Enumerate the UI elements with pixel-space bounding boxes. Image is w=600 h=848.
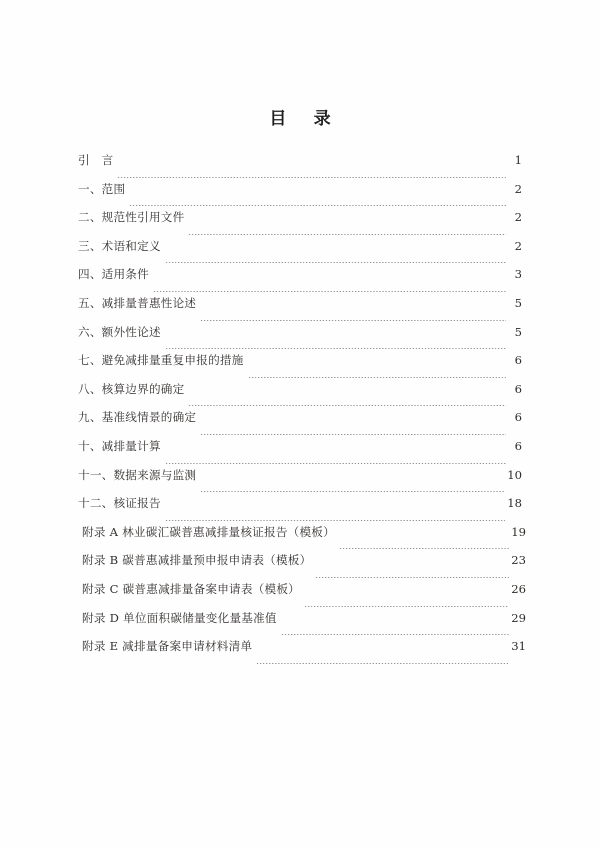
toc-dot-leader: [129, 205, 506, 206]
toc-dot-leader: [200, 434, 506, 435]
toc-dot-leader: [165, 463, 506, 464]
toc-entry-page-number: 23: [511, 553, 526, 568]
toc-entry-page-number: 2: [514, 181, 522, 196]
toc-entry-label: 三、术语和定义: [78, 238, 161, 253]
toc-dot-leader: [339, 548, 509, 549]
toc-entry-page-number: 3: [514, 267, 522, 282]
toc-dot-leader: [304, 606, 509, 607]
toc-dot-leader: [165, 348, 506, 349]
toc-entry-label: 引 言: [78, 153, 114, 167]
toc-entry[interactable]: [78, 467, 522, 496]
toc-dot-leader: [165, 520, 505, 521]
toc-dot-leader: [165, 262, 506, 263]
toc-dot-leader: [153, 291, 506, 292]
toc-entry[interactable]: [78, 238, 522, 267]
toc-entry-page-number: 31: [511, 639, 526, 654]
toc-entry-label: 附录 C 碳普惠减排量备案申请表（模板）: [82, 581, 300, 596]
toc-dot-leader: [315, 577, 509, 578]
toc-entry-label: 附录 B 碳普惠减排量预申报申请表（模板）: [82, 553, 312, 568]
toc-entry[interactable]: [78, 324, 522, 353]
toc-entry[interactable]: [78, 352, 522, 381]
toc-entry-page-number: 19: [511, 524, 526, 539]
toc-entry-page-number: 10: [507, 467, 522, 482]
toc-dot-leader: [200, 320, 506, 321]
toc-dot-leader: [188, 234, 506, 235]
toc-entry-page-number: 18: [507, 496, 522, 511]
toc-entry-page-number: 5: [514, 324, 522, 339]
toc-entry-page-number: 26: [511, 581, 526, 596]
toc-entry[interactable]: [78, 552, 526, 581]
toc-entry-label: 八、核算边界的确定: [78, 381, 185, 396]
page-title: 目 录: [269, 109, 336, 129]
toc-entry[interactable]: [78, 381, 522, 410]
toc-entry[interactable]: [78, 266, 522, 295]
toc-entry[interactable]: [78, 581, 526, 610]
toc-dot-leader: [188, 405, 506, 406]
toc-entry-page-number: 5: [514, 295, 522, 310]
toc-entry-label: 十、减排量计算: [78, 438, 161, 453]
toc-entry-label: 十一、数据来源与监测: [78, 467, 197, 482]
toc-dot-leader: [200, 491, 505, 492]
toc-entry[interactable]: [78, 409, 522, 438]
toc-entry-page-number: 6: [514, 438, 522, 453]
toc-entry-page-number: 2: [514, 210, 522, 225]
toc-dot-leader: [117, 177, 506, 178]
toc-entry-label: 四、适用条件: [78, 267, 149, 282]
toc-entry[interactable]: [78, 610, 526, 639]
toc-entry[interactable]: [78, 181, 522, 210]
toc-entry[interactable]: [78, 295, 522, 324]
toc-dot-leader: [281, 634, 509, 635]
toc-entry-page-number: 6: [514, 353, 522, 368]
toc-entry-label: 二、规范性引用文件: [78, 210, 185, 225]
toc-entry-label: 附录 A 林业碳汇碳普惠减排量核证报告（模板）: [82, 524, 335, 539]
toc-entry-label: 附录 D 单位面积碳储量变化量基准值: [82, 610, 277, 625]
toc-dot-leader: [248, 377, 506, 378]
toc-dot-leader: [256, 663, 509, 664]
toc-entry-page-number: 6: [514, 410, 522, 425]
toc-entry-label: 附录 E 减排量备案申请材料清单: [82, 639, 253, 654]
toc-entry[interactable]: [78, 524, 526, 553]
toc-entry-label: 十二、核证报告: [78, 496, 161, 511]
table-of-contents-list: [78, 152, 526, 667]
toc-entry-label: 九、基准线情景的确定: [78, 410, 197, 425]
toc-entry-label: 六、额外性论述: [78, 324, 161, 339]
toc-entry[interactable]: [78, 209, 522, 238]
toc-entry[interactable]: [78, 638, 526, 667]
toc-entry-label: 一、范围: [78, 181, 126, 196]
toc-entry-page-number: 1: [514, 153, 522, 167]
toc-entry-page-number: 6: [514, 381, 522, 396]
toc-entry[interactable]: [78, 438, 522, 467]
toc-entry-label: 五、减排量普惠性论述: [78, 295, 197, 310]
toc-entry-label: 七、避免减排量重复申报的措施: [78, 353, 244, 368]
toc-entry[interactable]: [78, 495, 522, 524]
toc-entry[interactable]: [78, 152, 522, 181]
toc-entry-page-number: 29: [511, 610, 526, 625]
toc-entry-page-number: 2: [514, 238, 522, 253]
